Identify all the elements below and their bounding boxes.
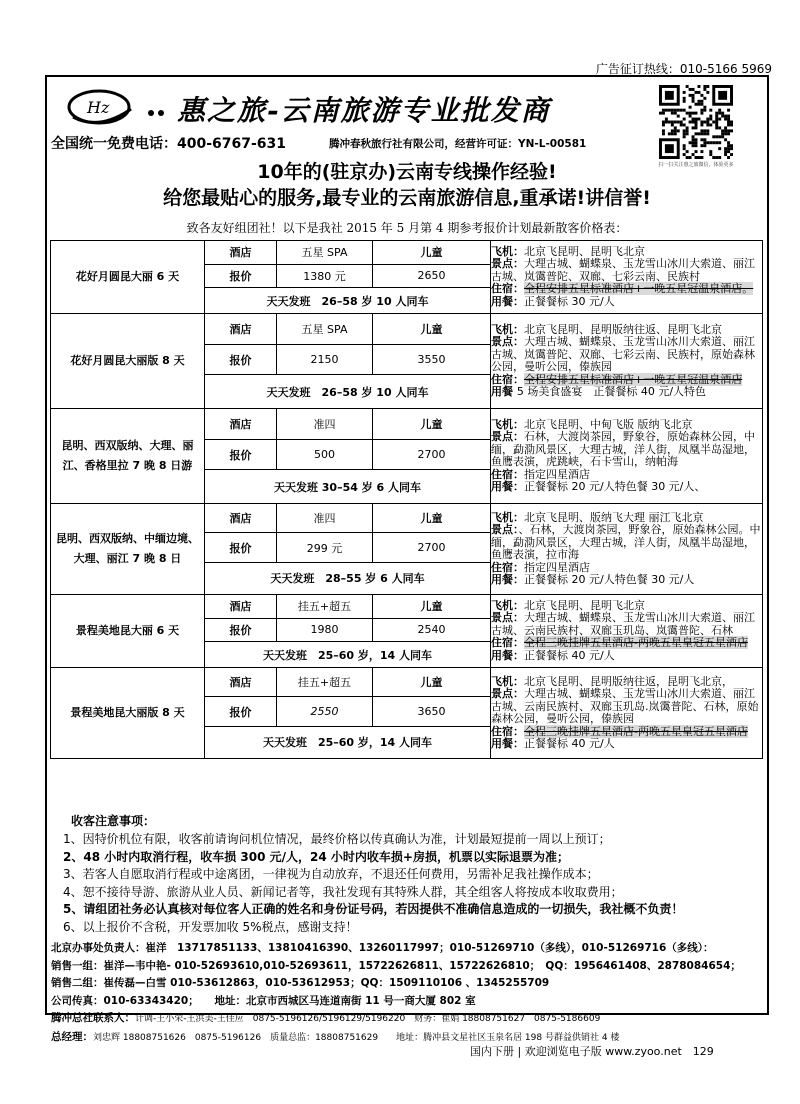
- route-detail-line: [491, 386, 762, 399]
- route-detail-text: 北京飞昆明、昆明飞北京: [524, 244, 645, 258]
- route-detail-text: 正餐餐标 40 元/人: [524, 737, 615, 750]
- route-detail-text: 大理古城、蝴蝶泉、玉龙雪山冰川大索道、丽江古城、岚霭普陀、双廊、七彩云南、民族村: [491, 257, 755, 283]
- tengchong-label: 腾冲总社联系人：: [51, 1012, 135, 1024]
- header: [47, 77, 767, 235]
- gm-label: 总经理：: [51, 1030, 93, 1043]
- hotel-label: 酒店: [205, 595, 277, 619]
- route-detail-text: 正餐餐标 30 元/人: [524, 294, 615, 308]
- hotel-label: 酒店: [205, 409, 277, 440]
- hotel-value: 五星 SPA: [277, 314, 373, 345]
- route-detail-label: 住宿：: [491, 282, 524, 296]
- price-value: 299 元: [277, 533, 373, 562]
- departure-info: 天天发班 25–60 岁，14 人同车: [205, 726, 491, 758]
- route-detail-text: 北京飞昆明、版纳飞大理 丽江飞北京: [524, 510, 704, 524]
- route-detail-line: [491, 258, 762, 283]
- route-row: [51, 668, 763, 697]
- route-detail-text: 指定四星酒店: [524, 560, 590, 574]
- route-details: [491, 409, 763, 504]
- route-detail-line: [491, 431, 762, 469]
- free-hotline: 全国统一免费电话：400-6767-631: [51, 136, 287, 152]
- route-detail-label: 用餐：: [491, 573, 524, 586]
- tengchong-contacts: [51, 1010, 763, 1029]
- price-label: 报价: [205, 618, 277, 642]
- slogan-service: 给您最贴心的服务,最专业的云南旅游信息,重承诺!讲信誉!: [163, 187, 651, 209]
- qr-code: [659, 85, 733, 159]
- route-detail-line: [491, 688, 762, 726]
- sales-group-1: 销售一组：崔洋—韦中艳- 010-52693610,010-52693611，15722626811、15722626810； QQ：1956461408、2878084654；: [51, 959, 741, 972]
- departure-info: 天天发班 26–58 岁 10 人同车: [205, 375, 491, 409]
- route-name: 花好月圆昆大丽 6 天: [51, 241, 205, 314]
- notice-item: 6、以上报价不含税，开发票加收 5%税点，感谢支持！: [63, 919, 358, 934]
- route-detail-label: 景点：: [491, 257, 524, 271]
- route-name: 昆明、西双版纳、中缅边境、大理、丽江 7 晚 8 日: [51, 504, 205, 595]
- hotel-value: 挂五+超五: [277, 668, 373, 697]
- hotel-value: 五星 SPA: [277, 241, 373, 265]
- route-details: [491, 314, 763, 409]
- page-footer: 国内下册 | 欢迎浏览电子版 www.zyoo.net 129: [470, 1045, 714, 1058]
- company-license: 腾冲春秋旅行社有限公司，经营许可证：YN-L-00581: [329, 138, 587, 150]
- price-label: 报价: [205, 439, 277, 470]
- hotel-label: 酒店: [205, 668, 277, 697]
- route-detail-label: 用餐：: [491, 480, 524, 493]
- contact-section: [51, 940, 763, 1047]
- hotel-value: 挂五+超五: [277, 595, 373, 619]
- departure-info: 天天发班 26–58 岁 10 人同车: [205, 288, 491, 314]
- route-details: [491, 595, 763, 668]
- child-price-value: 3650: [373, 697, 491, 726]
- route-detail-label: 住宿：: [491, 467, 524, 481]
- route-detail-label: 景点：: [491, 611, 524, 625]
- hotel-value: 准四: [277, 504, 373, 533]
- route-row: [51, 595, 763, 619]
- route-detail-label: 住宿：: [491, 636, 524, 650]
- route-name: 景程美地昆大丽版 8 天: [51, 668, 205, 759]
- child-price-value: 2700: [373, 533, 491, 562]
- notice-item: 5、请组团社务必认真核对每位客人正确的姓名和身份证号码，若因提供不准确信息造成的一切损失，我社概不负责！: [63, 902, 684, 916]
- departure-info: 天天发班 25–60 岁，14 人同车: [205, 642, 491, 668]
- route-detail-line: [491, 650, 762, 663]
- child-label: 儿童: [373, 409, 491, 440]
- route-detail-label: 景点：: [491, 335, 524, 348]
- price-label: 报价: [205, 697, 277, 726]
- route-detail-label: 住宿：: [491, 372, 524, 386]
- route-price-table: [50, 240, 763, 759]
- route-detail-label: 景点：: [491, 523, 519, 536]
- sales-group-2: 销售二组：崔传磊—白雪 010-53612863，010-53612953；QQ：1509110106 、1345255709: [51, 977, 550, 989]
- route-row: [51, 314, 763, 345]
- route-detail-line: [491, 574, 762, 587]
- child-price-value: 2540: [373, 618, 491, 642]
- route-detail-label: 飞机：: [491, 674, 524, 688]
- hotel-label: 酒店: [205, 241, 277, 265]
- route-detail-label: 用餐: [491, 385, 517, 398]
- child-label: 儿童: [373, 668, 491, 697]
- notice-title: 收客注意事项：: [71, 814, 156, 828]
- route-detail-text: 北京飞昆明、昆明飞北京: [524, 598, 645, 612]
- price-value: 2550: [277, 697, 373, 726]
- route-detail-label: 飞机：: [491, 417, 524, 431]
- hotel-label: 酒店: [205, 314, 277, 345]
- beijing-office: 北京办事处负责人：崔洋 13717851133、13810416390、13260117997；010-51269710（多线），010-51269716（多线）：: [51, 942, 714, 954]
- route-detail-line: [491, 296, 762, 309]
- price-value: 1380 元: [277, 264, 373, 288]
- route-detail-text: 全程三晚挂牌五星酒店-两晚五星皇冠五星酒店: [524, 636, 748, 650]
- tengchong-text: 计调-王小荣-王洪美-王佳应 0875-5196126/5196129/5196220 财务：崔娟 18808751627 0875-5186609: [135, 1014, 601, 1024]
- route-detail-text: 正餐餐标 20 元/人特色餐 30 元/人: [524, 573, 695, 586]
- route-detail-text: 全程三晚挂牌五星酒店-两晚五星皇冠五星酒店: [524, 724, 748, 738]
- notice-item: 3、若客人自愿取消行程或中途离团，一律视为自动放弃，不退还任何费用，另需补足我社操作成本；: [63, 867, 599, 881]
- route-name: 昆明、西双版纳、大理、丽江、香格里拉 7 晚 8 日游: [51, 409, 205, 504]
- route-detail-text: 正餐餐标 20 元/人特色餐 30 元/人、: [524, 480, 706, 493]
- route-detail-label: 住宿：: [491, 724, 524, 738]
- notice-item: 2、48 小时内取消行程，收车损 300 元/人，24 小时内收车损+房损，机票以实际退票为准；: [63, 849, 569, 864]
- notice-item: 4、恕不接待导游、旅游从业人员、新闻记者等，我社发现有其特殊人群，其全组客人将按成本收取费用；: [63, 884, 623, 899]
- route-detail-text: 正餐餐标 40 元/人: [524, 648, 615, 662]
- route-name: 花好月圆昆大丽版 8 天: [51, 314, 205, 409]
- child-price-value: 2700: [373, 439, 491, 470]
- route-detail-label: 飞机：: [491, 322, 524, 336]
- price-value: 1980: [277, 618, 373, 642]
- slogan-experience: 10年的(驻京办)云南专线操作经验!: [257, 161, 557, 183]
- route-details: [491, 241, 763, 314]
- route-detail-text: 石林，大渡岗茶园，野象谷，原始森林公园，中缅，勐泐风景区，大理古城，洋人街，凤凰半岛湿地，鱼鹰表演，虎跳峡，石卡雪山，纳帕海: [491, 430, 755, 468]
- price-label: 报价: [205, 264, 277, 288]
- qr-caption: 扫一扫关注惠之旅微信，体验更多: [658, 162, 734, 168]
- route-detail-label: 飞机：: [491, 244, 524, 258]
- route-detail-label: 景点：: [491, 687, 524, 700]
- route-detail-text: 大理古城、蝴蝶泉、玉龙雪山冰川大索道、丽江古城、云南民族村、双廊玉玑岛、岚霭普陀、石林: [491, 611, 755, 637]
- route-detail-label: 住宿：: [491, 560, 524, 574]
- child-label: 儿童: [373, 504, 491, 533]
- route-detail-line: [491, 612, 762, 637]
- departure-info: 天天发班 28–55 岁 6 人同车: [205, 562, 491, 594]
- route-detail-text: 北京飞昆明、中甸飞版 版纳飞北京: [524, 417, 693, 431]
- route-detail-line: [491, 738, 762, 751]
- route-detail-text: 北京飞昆明、昆明版纳往返、昆明飞北京: [524, 322, 722, 336]
- route-detail-text: 、石林，大渡岗茶园，野象谷，原始森林公园。中缅，勐泐风景区，大理古城，洋人街，凤凰半岛湿地，鱼鹰表演，拉市海: [491, 523, 761, 561]
- route-detail-label: 用餐：: [491, 648, 524, 662]
- route-detail-label: 用餐：: [491, 737, 524, 750]
- price-value: 2150: [277, 344, 373, 375]
- route-detail-line: [491, 524, 762, 562]
- route-detail-text: 5 场美食盛宴 正餐餐标 40 元/人特色: [516, 385, 707, 398]
- route-details: [491, 504, 763, 595]
- notice-section: [57, 812, 757, 937]
- child-label: 儿童: [373, 314, 491, 345]
- route-detail-text: 大理古城、蝴蝶泉、玉龙雪山冰川大索道、丽江古城、岚霭普陀、双廊、七彩云南、民族村，原始森林公园，曼听公园，傣族园: [491, 335, 755, 373]
- notice-item: 1、因特价机位有限，收客前请询问机位情况，最终价格以传真确认为准，计划最短提前一周以上预订；: [63, 832, 611, 846]
- route-detail-label: 景点：: [491, 430, 524, 443]
- ad-hotline: 广告征订热线：010-5166 5969: [595, 62, 772, 76]
- route-row: [51, 504, 763, 533]
- route-detail-line: [491, 336, 762, 374]
- route-detail-label: 用餐：: [491, 294, 524, 308]
- route-detail-text: 北京飞昆明、昆明版纳往返，昆明飞北京，: [524, 674, 733, 688]
- route-row: [51, 409, 763, 440]
- route-detail-text: 大理古城、蝴蝶泉、玉龙雪山冰川大索道、丽江古城、云南民族村、双廊玉玑岛.岚霭普陀、石林，原始森林公园，曼听公园，傣族园: [491, 687, 759, 725]
- gm-text: 刘忠辉 18808751626 0875-5196126 质量总监：18808751629 地址：腾冲县文星社区玉泉名居 198 号群益供销社 4 楼: [93, 1032, 620, 1043]
- flyer-frame: [45, 75, 769, 1043]
- route-detail-text: 全程安排五星标准酒店+一晚五星冠温泉酒店: [524, 372, 743, 386]
- price-label: 报价: [205, 344, 277, 375]
- route-row: [51, 241, 763, 265]
- hotel-value: 准四: [277, 409, 373, 440]
- route-details: [491, 668, 763, 759]
- hotel-label: 酒店: [205, 504, 277, 533]
- company-fax-address: 公司传真：010-63343420； 地址：北京市西城区马连道南街 11 号一商大厦 802 室: [51, 994, 476, 1007]
- price-label: 报价: [205, 533, 277, 562]
- logo-icon: [65, 87, 169, 125]
- child-label: 儿童: [373, 241, 491, 265]
- route-detail-label: 飞机：: [491, 598, 524, 612]
- brand-title: 惠之旅-云南旅游专业批发商: [177, 94, 551, 127]
- route-detail-label: 飞机：: [491, 510, 524, 524]
- route-detail-text: 指定四星酒店: [524, 467, 590, 481]
- greeting-line: 致各友好组团社！以下是我社 2015 年 5 月第 4 期参考报价计划最新散客价格表：: [186, 221, 628, 235]
- child-label: 儿童: [373, 595, 491, 619]
- qr-code-icon: [659, 85, 733, 159]
- logo-text: Hz: [87, 98, 110, 117]
- child-price-value: 2650: [373, 264, 491, 288]
- child-price-value: 3550: [373, 344, 491, 375]
- departure-info: 天天发班 30–54 岁 6 人同车: [205, 470, 491, 504]
- route-detail-line: [491, 481, 762, 494]
- route-name: 景程美地昆大丽 6 天: [51, 595, 205, 668]
- price-value: 500: [277, 439, 373, 470]
- route-detail-text: 全程安排五星标准酒店+一晚五星冠温泉酒店。: [524, 282, 754, 296]
